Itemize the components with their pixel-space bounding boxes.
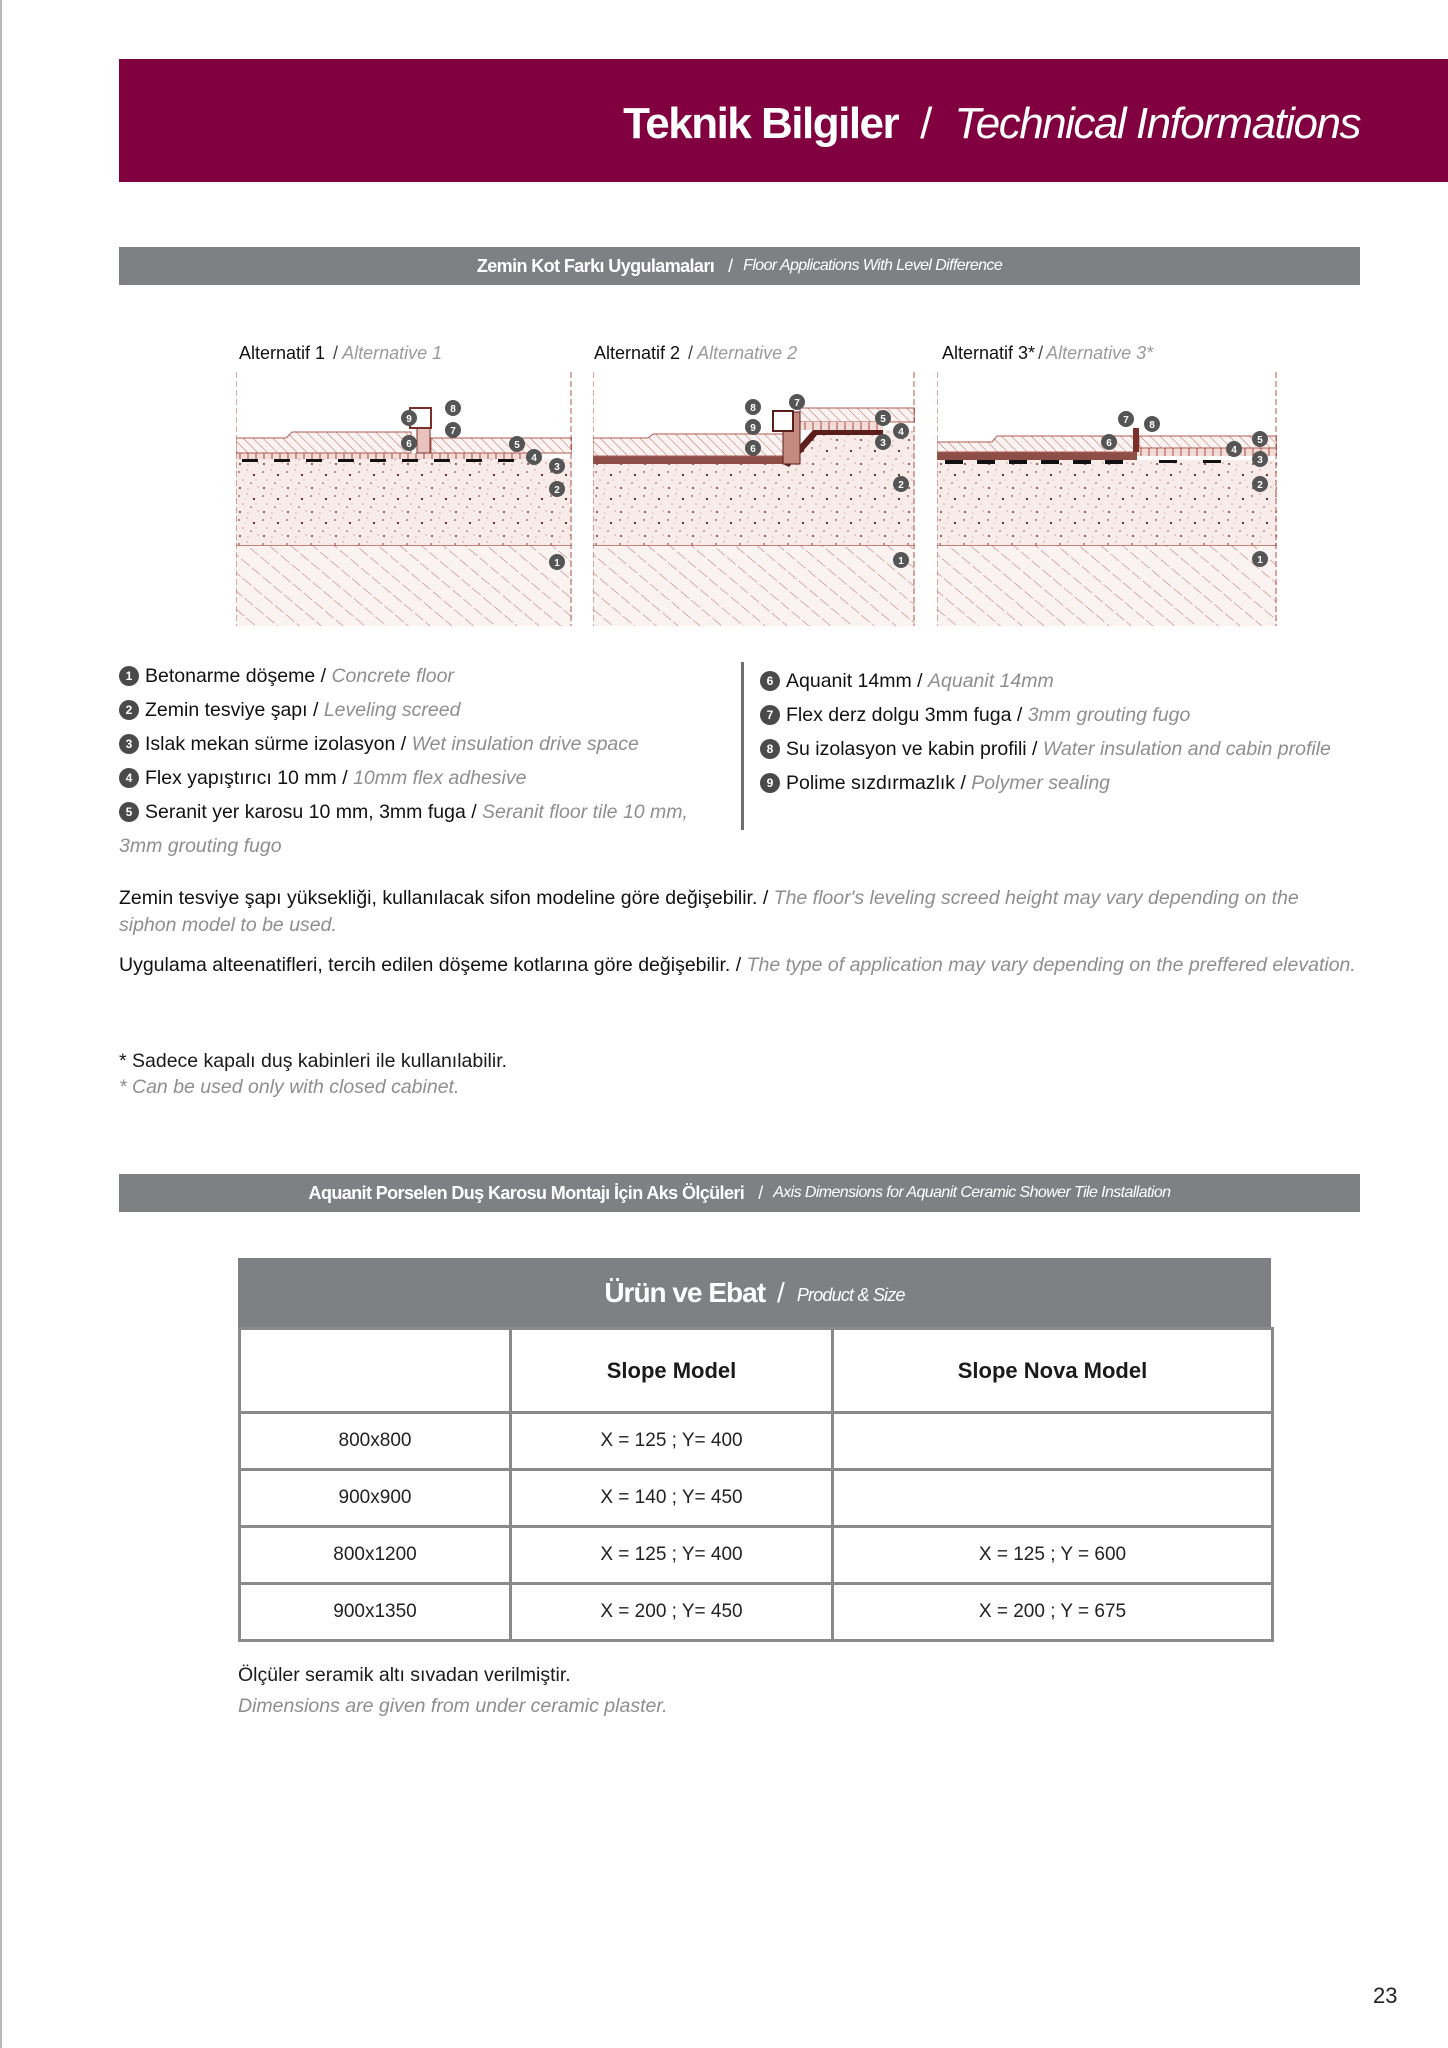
legend-item (119, 693, 688, 727)
legend-item (760, 766, 1331, 800)
legend-text-tr: Aquanit 14mm / (786, 670, 923, 692)
legend-divider (741, 662, 744, 830)
cell-size: 900x1350 (240, 1584, 511, 1641)
cell-slope: X = 200 ; Y= 450 (511, 1584, 833, 1641)
footnote-closed-cabinet (119, 1048, 507, 1100)
cell-slope: X = 125 ; Y= 400 (511, 1413, 833, 1470)
number-5-icon: 5 (119, 802, 139, 822)
alt-label-tr: Alternatif 2 (594, 343, 681, 363)
page-number: 23 (1373, 1983, 1398, 2008)
svg-text:7: 7 (450, 426, 456, 437)
legend-item (119, 727, 688, 761)
legend-text-en: Leveling screed (323, 699, 461, 721)
number-3-icon: 3 (119, 734, 139, 754)
page-title (623, 99, 1360, 149)
svg-text:8: 8 (750, 403, 756, 414)
note-text-tr: Uygulama alteenatifleri, tercih edilen döşeme kotlarına göre değişebilir. / (119, 954, 742, 976)
svg-text:1: 1 (898, 556, 904, 567)
cell-slope: X = 140 ; Y= 450 (511, 1470, 833, 1527)
alt-separator: / (688, 343, 694, 363)
svg-text:3: 3 (1257, 455, 1263, 466)
cell-slope-nova (833, 1413, 1273, 1470)
alt-label-tr: Alternatif 3* (942, 343, 1036, 363)
section-separator: / (728, 255, 734, 276)
legend-item (760, 664, 1331, 698)
svg-text:7: 7 (794, 398, 800, 409)
cell-size: 800x1200 (240, 1527, 511, 1584)
alt-label-en: Alternative 1 (342, 343, 443, 363)
alt-label-en: Alternative 2 (697, 343, 798, 363)
svg-text:9: 9 (750, 423, 756, 434)
alternative-1-diagram (236, 372, 572, 626)
title-en: Technical Informations (954, 99, 1360, 148)
svg-text:1: 1 (1257, 555, 1263, 566)
svg-text:4: 4 (531, 453, 537, 464)
svg-text:3: 3 (880, 438, 886, 449)
legend-item (760, 732, 1331, 766)
section-header-floor-applications (119, 247, 1360, 285)
section-header-axis-dimensions (119, 1174, 1360, 1212)
svg-text:9: 9 (406, 414, 412, 425)
table-row (240, 1527, 1273, 1584)
title-separator: / (920, 99, 933, 148)
section-title-en: Axis Dimensions for Aquanit Ceramic Shower Tile Installation (773, 1184, 1171, 1201)
legend-item (119, 761, 688, 795)
legend-text-tr: Flex derz dolgu 3mm fuga / (786, 704, 1023, 726)
svg-text:2: 2 (898, 480, 904, 491)
note-text-en: The floor's leveling screed height may vary depending on the siphon model to be used. (119, 887, 1299, 936)
legend-text-tr: Seranit yer karosu 10 mm, 3mm fuga / (145, 801, 477, 823)
legend-text-en: Aquanit 14mm (928, 670, 1054, 692)
cell-slope-nova: X = 125 ; Y = 600 (833, 1527, 1273, 1584)
section-title-tr: Zemin Kot Farkı Uygulamaları (476, 255, 715, 276)
table-row (240, 1413, 1273, 1470)
table-row (240, 1470, 1273, 1527)
section-title-tr: Aquanit Porselen Duş Karosu Montajı İçin Aks Ölçüleri (308, 1182, 745, 1203)
svg-text:6: 6 (1106, 438, 1112, 449)
page-edge (0, 0, 2, 2048)
number-8-icon: 8 (760, 739, 780, 759)
footnote-text-en: * Can be used only with closed cabinet. (119, 1076, 460, 1098)
legend-text-tr: Polime sızdırmazlık / (786, 772, 966, 794)
table-title (238, 1258, 1271, 1327)
alt-separator: / (333, 343, 339, 363)
legend-right-column (760, 664, 1331, 800)
legend-text-en: Wet insulation drive space (411, 733, 639, 755)
note-text-tr: Zemin tesviye şapı yüksekliği, kullanılacak sifon modeline göre değişebilir. / (119, 887, 769, 909)
svg-text:7: 7 (1123, 415, 1129, 426)
svg-text:8: 8 (1149, 420, 1155, 431)
legend-text-en: 3mm grouting fugo (1027, 704, 1191, 726)
legend-text-tr: Betonarme döşeme / (145, 665, 327, 687)
svg-text:8: 8 (450, 404, 456, 415)
table-title-en: Product & Size (796, 1285, 905, 1305)
legend-text-tr: Flex yapıştırıcı 10 mm / (145, 767, 348, 789)
legend-text-tr: Zemin tesviye şapı / (145, 699, 319, 721)
number-1-icon: 1 (119, 666, 139, 686)
column-header-slope-nova-model: Slope Nova Model (833, 1329, 1273, 1413)
note-application-type (119, 952, 1359, 979)
svg-text:5: 5 (514, 440, 520, 451)
legend-text-en: 10mm flex adhesive (353, 767, 527, 789)
number-2-icon: 2 (119, 700, 139, 720)
number-9-icon: 9 (760, 773, 780, 793)
table-footnote-tr: Ölçüler seramik altı sıvadan verilmiştir. (238, 1664, 571, 1686)
alternative-2-label (594, 343, 797, 364)
legend-text-en: 3mm grouting fugo (119, 835, 282, 857)
alt-separator: / (1038, 343, 1044, 363)
cell-size: 900x900 (240, 1470, 511, 1527)
legend-text-tr: Islak mekan sürme izolasyon / (145, 733, 407, 755)
alternative-1-label (239, 343, 442, 364)
svg-text:6: 6 (406, 439, 412, 450)
legend-item (119, 659, 688, 693)
alt-label-en: Alternative 3* (1046, 343, 1154, 363)
column-header-size (240, 1329, 511, 1413)
alternative-3-diagram (937, 372, 1277, 626)
table-title-tr: Ürün ve Ebat (604, 1276, 766, 1308)
column-header-slope-model: Slope Model (511, 1329, 833, 1413)
cell-size: 800x800 (240, 1413, 511, 1470)
legend-text-en: Seranit floor tile 10 mm, (482, 801, 688, 823)
svg-text:5: 5 (1257, 435, 1263, 446)
section-title-en: Floor Applications With Level Difference (743, 257, 1003, 274)
table-footnote-en: Dimensions are given from under ceramic plaster. (238, 1695, 668, 1717)
svg-text:3: 3 (554, 462, 560, 473)
svg-text:1: 1 (554, 558, 560, 569)
table-title-separator: / (777, 1276, 785, 1308)
legend-left-column (119, 659, 688, 863)
legend-text-en: Polymer sealing (971, 772, 1111, 794)
svg-text:2: 2 (1257, 480, 1263, 491)
table-footnote (238, 1660, 668, 1722)
note-text-en: The type of application may vary depending on the preffered elevation. (746, 954, 1356, 976)
title-tr: Teknik Bilgiler (623, 99, 899, 148)
legend-item (119, 795, 688, 829)
legend-item-continuation (119, 829, 688, 863)
svg-text:4: 4 (898, 427, 904, 438)
legend-text-en: Water insulation and cabin profile (1042, 738, 1331, 760)
alternative-3-label (942, 343, 1153, 364)
number-4-icon: 4 (119, 768, 139, 788)
svg-text:6: 6 (750, 444, 756, 455)
svg-text:4: 4 (1231, 445, 1237, 456)
legend-text-en: Concrete floor (331, 665, 454, 687)
legend-text-tr: Su izolasyon ve kabin profili / (786, 738, 1038, 760)
legend-item (760, 698, 1331, 732)
table-row (240, 1584, 1273, 1641)
svg-text:5: 5 (880, 414, 886, 425)
alternative-2-diagram (593, 372, 915, 626)
title-banner (119, 59, 1448, 182)
note-screed-height (119, 885, 1359, 939)
number-6-icon: 6 (760, 671, 780, 691)
cell-slope-nova (833, 1470, 1273, 1527)
number-7-icon: 7 (760, 705, 780, 725)
section-separator: / (758, 1182, 764, 1203)
footnote-text-tr: * Sadece kapalı duş kabinleri ile kullanılabilir. (119, 1050, 508, 1072)
cell-slope-nova: X = 200 ; Y = 675 (833, 1584, 1273, 1641)
table-header-row (240, 1329, 1273, 1413)
dimensions-table (238, 1258, 1271, 1642)
svg-text:2: 2 (554, 485, 560, 496)
alt-label-tr: Alternatif 1 (239, 343, 326, 363)
cell-slope: X = 125 ; Y= 400 (511, 1527, 833, 1584)
